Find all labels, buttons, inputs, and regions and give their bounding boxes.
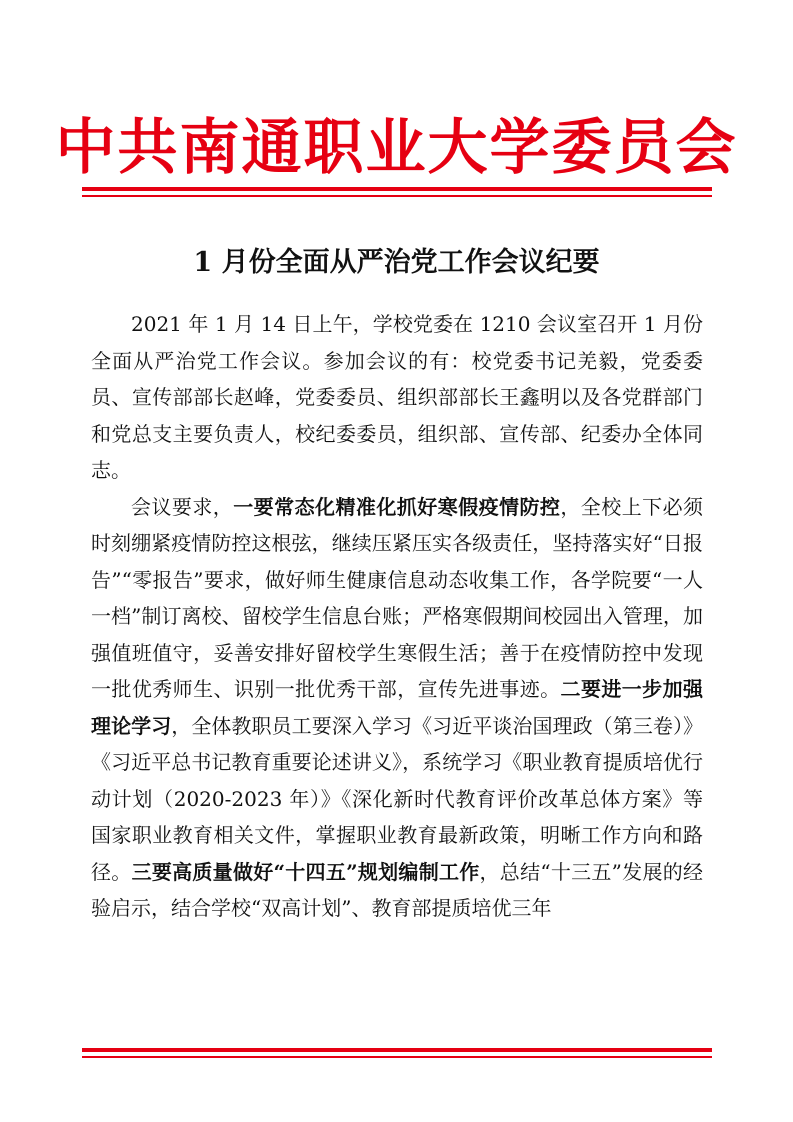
paragraph-requirements [91, 489, 703, 927]
organization-header: 中共南通职业大学委员会 [55, 113, 738, 183]
document-body [91, 306, 703, 927]
point-3-body: ，总结“十三五”发展的经验启示，结合学校“双高计划”、教育部提质培优三年 [91, 859, 704, 920]
footer-thick-rule [82, 1048, 712, 1052]
point-3-heading: 三要高质量做好“十四五”规划编制工作 [131, 859, 480, 884]
header-thick-rule [82, 187, 712, 191]
paragraph-attendance: 2021 年 1 月 14 日上午，学校党委在 1210 会议室召开 1 月份全面从严治党工作会议。参加会议的有：校党委书记羌毅，党委委员、宣传部部长赵峰，党委委员、组织部部长王鑫明以及各党群部门和党总支主要负责人，校纪委委员，组织部、宣传部、纪委办全体同志。 [91, 312, 703, 482]
point-1-body: ，全校上下必须时刻绷紧疫情防控这根弦，继续压紧压实各级责任，坚持落实好“日报告”“零报告”要求，做好师生健康信息动态收集工作，各学院要“一人一档”制订离校、留校学生信息台账；严格寒假期间校园出入管理，加强值班值守，妥善安排好留校学生寒假生活；善于在疫情防控中发现一批优秀师生、识别一批优秀干部，宣传先进事迹。 [91, 494, 704, 701]
point-1-heading: 一要常态化精准化抓好寒假疫情防控 [233, 494, 561, 519]
header-thin-rule [82, 195, 712, 197]
requirements-intro: 会议要求， [131, 494, 234, 519]
point-2-body: ，全体教职员工要深入学习《习近平谈治国理政（第三卷）》《习近平总书记教育重要论述讲义》，系统学习《职业教育提质培优行动计划（2020-2023 年）》《深化新时代教育评价改革总体方案》等国家职业教育相关文件，掌握职业教育最新政策，明晰工作方向和路径。 [91, 713, 704, 884]
point-2-heading: 二要进一步加强理论学习 [91, 677, 704, 738]
document-title: 1 月份全面从严治党工作会议纪要 [193, 247, 600, 278]
footer-thin-rule [82, 1056, 712, 1058]
